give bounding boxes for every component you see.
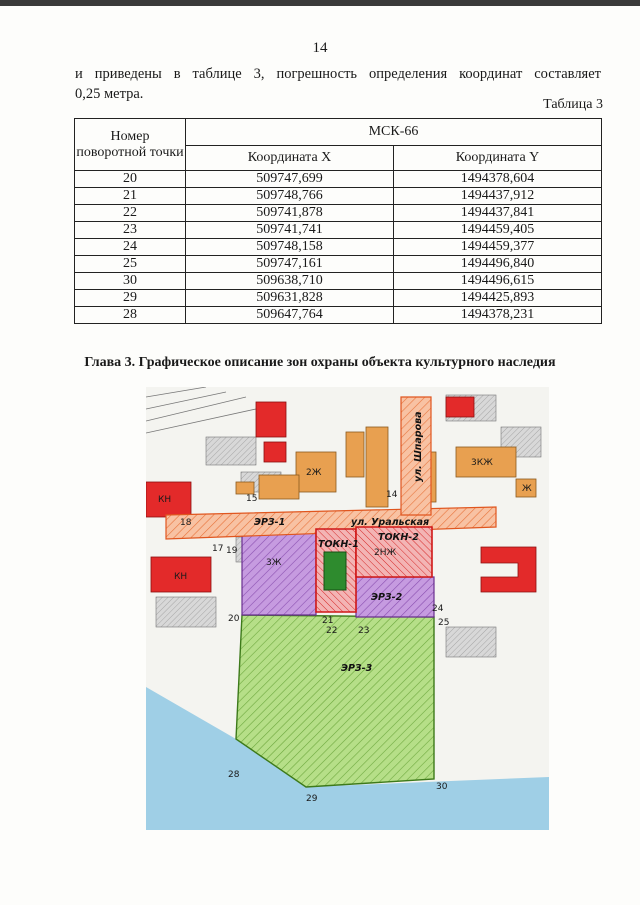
- point-20: 20: [228, 614, 240, 624]
- table-row: [75, 290, 602, 307]
- cell-x: 509647,764: [186, 307, 394, 324]
- cell-y: 1494437,841: [394, 205, 602, 222]
- table-row: [75, 256, 602, 273]
- point-23: 23: [358, 626, 370, 636]
- cell-y: 1494496,840: [394, 256, 602, 273]
- cell-point: 29: [75, 290, 186, 307]
- label-2zh: 2Ж: [306, 468, 322, 478]
- cell-x: 509638,710: [186, 273, 394, 290]
- header-coordinate-system: МСК-66: [186, 119, 602, 146]
- cell-y: 1494378,604: [394, 171, 602, 188]
- point-29: 29: [306, 794, 318, 804]
- cell-y: 1494425,893: [394, 290, 602, 307]
- label-kn-2: КН: [174, 572, 188, 582]
- cell-x: 509741,741: [186, 222, 394, 239]
- cell-point: 22: [75, 205, 186, 222]
- header-coordinate-y: Координата Y: [394, 146, 602, 171]
- cell-x: 509741,878: [186, 205, 394, 222]
- header-coordinate-x: Координата X: [186, 146, 394, 171]
- label-tokn1: ТОКН-1: [318, 539, 359, 550]
- point-28: 28: [228, 770, 240, 780]
- heritage-object: [324, 552, 346, 590]
- table-row: [75, 188, 602, 205]
- label-2nzh: 2НЖ: [374, 548, 397, 558]
- label-erz3: ЭРЗ-3: [341, 663, 373, 674]
- point-22: 22: [326, 626, 338, 636]
- coordinates-table: [74, 118, 602, 324]
- point-24: 24: [432, 604, 444, 614]
- cell-point: 28: [75, 307, 186, 324]
- cell-y: 1494459,405: [394, 222, 602, 239]
- table-row: [75, 171, 602, 188]
- cell-x: 509748,766: [186, 188, 394, 205]
- cell-y: 1494437,912: [394, 188, 602, 205]
- label-street-main: ул. Уральская: [351, 517, 430, 528]
- table-row: [75, 205, 602, 222]
- cell-x: 509631,828: [186, 290, 394, 307]
- cell-point: 25: [75, 256, 186, 273]
- label-street-side: ул. Шпарова: [413, 411, 424, 482]
- cell-point: 21: [75, 188, 186, 205]
- cell-y: 1494496,615: [394, 273, 602, 290]
- map-svg: [146, 387, 549, 830]
- cell-y: 1494378,231: [394, 307, 602, 324]
- table-row: [75, 273, 602, 290]
- label-erz2: ЭРЗ-2: [371, 592, 403, 603]
- body-paragraph: [75, 64, 601, 104]
- point-21: 21: [322, 616, 334, 626]
- cell-point: 23: [75, 222, 186, 239]
- label-tokn2: ТОКН-2: [378, 532, 419, 543]
- label-zh: Ж: [522, 484, 532, 494]
- label-3zh: 3Ж: [266, 558, 282, 568]
- table-caption: Таблица 3: [543, 97, 603, 112]
- cell-point: 20: [75, 171, 186, 188]
- label-3kzh: 3КЖ: [471, 458, 493, 468]
- label-kn-1: КН: [158, 495, 172, 505]
- point-14: 14: [386, 490, 398, 500]
- scan-top-edge: [0, 0, 640, 6]
- point-15: 15: [246, 494, 258, 504]
- table-row: [75, 222, 602, 239]
- point-19: 19: [226, 546, 238, 556]
- point-18: 18: [180, 518, 192, 528]
- cell-x: 509747,161: [186, 256, 394, 273]
- label-erz1: ЭРЗ-1: [254, 517, 286, 528]
- cell-x: 509748,158: [186, 239, 394, 256]
- paragraph-line-2: 0,25 метра.: [75, 86, 144, 102]
- header-point-number: Номер поворотной точки: [75, 119, 186, 171]
- point-30: 30: [436, 782, 448, 792]
- zone-erz2-left: [242, 532, 316, 615]
- chapter-title: Глава 3. Графическое описание зон охраны объекта культурного наследия: [84, 355, 556, 370]
- table-body: [75, 171, 602, 324]
- cell-point: 30: [75, 273, 186, 290]
- cell-point: 24: [75, 239, 186, 256]
- paragraph-line-1: и приведены в таблице 3, погрешность определения координат составляет: [75, 66, 601, 82]
- protection-zones-map: [146, 387, 549, 830]
- cell-x: 509747,699: [186, 171, 394, 188]
- point-25: 25: [438, 618, 450, 628]
- table-row: [75, 307, 602, 324]
- point-17: 17: [212, 544, 224, 554]
- table-row: [75, 239, 602, 256]
- page-number: 14: [312, 40, 328, 56]
- cell-y: 1494459,377: [394, 239, 602, 256]
